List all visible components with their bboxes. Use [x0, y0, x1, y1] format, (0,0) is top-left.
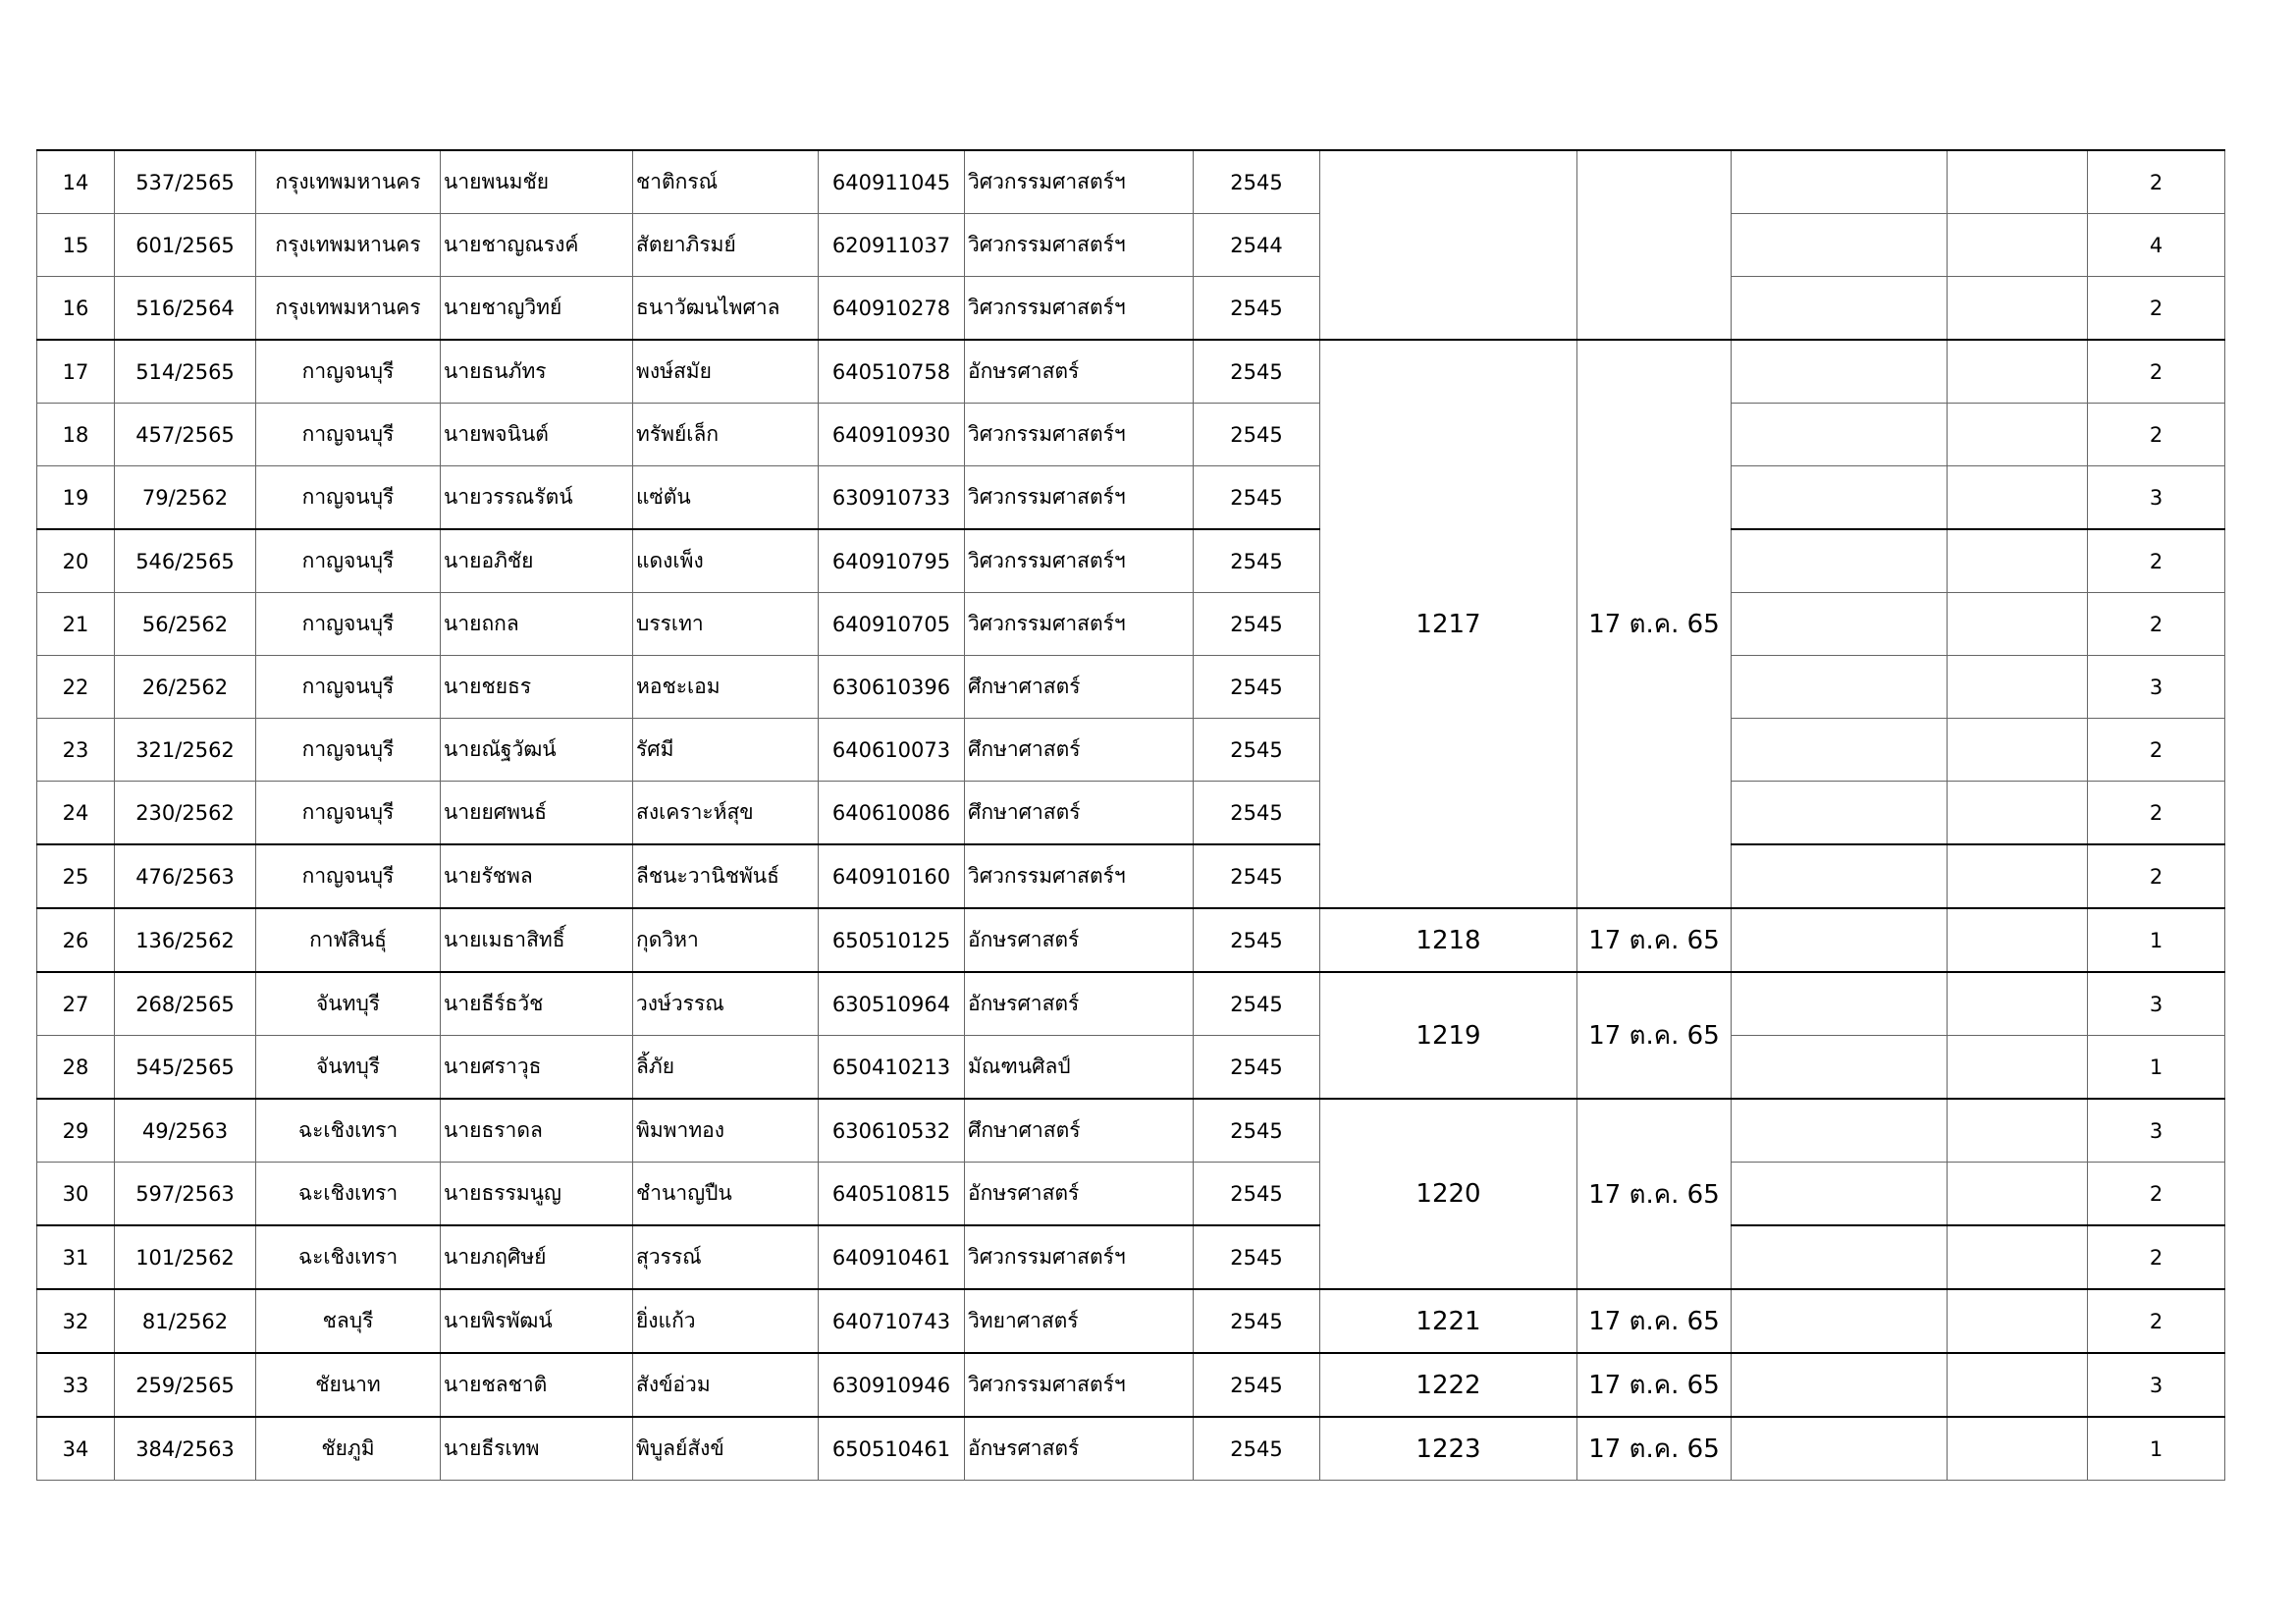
cell-no: 18 — [37, 404, 115, 466]
cell-first: นายพิรพัฒน์ — [441, 1289, 633, 1353]
cell-faculty: อักษรศาสตร์ — [965, 1163, 1194, 1226]
cell-faculty: ศึกษาศาสตร์ — [965, 656, 1194, 719]
cell-last: บรรเทา — [633, 593, 819, 656]
cell-year: 2545 — [1194, 1417, 1320, 1481]
cell-year: 2544 — [1194, 214, 1320, 277]
cell-count: 3 — [2088, 656, 2225, 719]
cell-count: 2 — [2088, 1289, 2225, 1353]
cell-no: 32 — [37, 1289, 115, 1353]
cell-no: 23 — [37, 719, 115, 782]
cell-last: ทรัพย์เล็ก — [633, 404, 819, 466]
cell-last: วงษ์วรรณ — [633, 972, 819, 1036]
cell-faculty: วิศวกรรมศาสตร์ฯ — [965, 1225, 1194, 1289]
table-row — [37, 277, 2225, 341]
cell-note2 — [1948, 719, 2088, 782]
cell-note2 — [1948, 1099, 2088, 1163]
cell-no: 29 — [37, 1099, 115, 1163]
cell-date: 17 ต.ค. 65 — [1577, 1099, 1732, 1289]
cell-note2 — [1948, 150, 2088, 214]
cell-note2 — [1948, 656, 2088, 719]
cell-last: หอชะเอม — [633, 656, 819, 719]
cell-note2 — [1948, 782, 2088, 845]
cell-year: 2545 — [1194, 1225, 1320, 1289]
cell-last: พิมพาทอง — [633, 1099, 819, 1163]
cell-sid: 640910461 — [819, 1225, 965, 1289]
cell-count: 3 — [2088, 1099, 2225, 1163]
cell-count: 1 — [2088, 1036, 2225, 1100]
cell-sid: 640910795 — [819, 529, 965, 593]
cell-last: ลิ้ภัย — [633, 1036, 819, 1100]
cell-no: 34 — [37, 1417, 115, 1481]
cell-sid: 640910930 — [819, 404, 965, 466]
cell-sid: 620911037 — [819, 214, 965, 277]
cell-year: 2545 — [1194, 277, 1320, 341]
cell-ref: 136/2562 — [115, 908, 256, 972]
table-row — [37, 908, 2225, 972]
cell-count: 2 — [2088, 782, 2225, 845]
cell-count: 3 — [2088, 1353, 2225, 1417]
cell-first: นายอภิชัย — [441, 529, 633, 593]
cell-province: ชัยภูมิ — [256, 1417, 441, 1481]
cell-faculty: วิศวกรรมศาสตร์ฯ — [965, 844, 1194, 908]
cell-last: สัตยาภิรมย์ — [633, 214, 819, 277]
cell-year: 2545 — [1194, 908, 1320, 972]
cell-note2 — [1948, 1225, 2088, 1289]
cell-year: 2545 — [1194, 782, 1320, 845]
cell-note2 — [1948, 1417, 2088, 1481]
cell-first: นายวรรณรัตน์ — [441, 466, 633, 530]
cell-province: กาญจนบุรี — [256, 529, 441, 593]
cell-province: กรุงเทพมหานคร — [256, 214, 441, 277]
cell-faculty: ศึกษาศาสตร์ — [965, 719, 1194, 782]
cell-no: 16 — [37, 277, 115, 341]
cell-province: ชัยนาท — [256, 1353, 441, 1417]
cell-year: 2545 — [1194, 593, 1320, 656]
cell-year: 2545 — [1194, 340, 1320, 404]
cell-faculty: อักษรศาสตร์ — [965, 908, 1194, 972]
cell-note1 — [1732, 529, 1948, 593]
records-table — [36, 149, 2225, 1481]
cell-count: 4 — [2088, 214, 2225, 277]
cell-ref: 81/2562 — [115, 1289, 256, 1353]
cell-year: 2545 — [1194, 150, 1320, 214]
cell-year: 2545 — [1194, 1353, 1320, 1417]
cell-no: 19 — [37, 466, 115, 530]
cell-province: กรุงเทพมหานคร — [256, 277, 441, 341]
cell-count: 2 — [2088, 593, 2225, 656]
cell-note2 — [1948, 844, 2088, 908]
cell-faculty: มัณฑนศิลป์ — [965, 1036, 1194, 1100]
cell-faculty: อักษรศาสตร์ — [965, 340, 1194, 404]
cell-book-empty — [1320, 150, 1577, 340]
cell-ref: 49/2563 — [115, 1099, 256, 1163]
table-row — [37, 972, 2225, 1036]
cell-last: ชำนาญปืน — [633, 1163, 819, 1226]
cell-first: นายเมธาสิทธิ์ — [441, 908, 633, 972]
cell-count: 2 — [2088, 529, 2225, 593]
cell-note2 — [1948, 972, 2088, 1036]
table-row — [37, 404, 2225, 466]
cell-first: นายธนภัทร — [441, 340, 633, 404]
cell-province: กาญจนบุรี — [256, 340, 441, 404]
table-row — [37, 1163, 2225, 1226]
cell-province: ฉะเชิงเทรา — [256, 1225, 441, 1289]
cell-count: 2 — [2088, 1163, 2225, 1226]
cell-note1 — [1732, 844, 1948, 908]
table-row — [37, 844, 2225, 908]
cell-count: 2 — [2088, 277, 2225, 341]
cell-count: 2 — [2088, 1225, 2225, 1289]
cell-province: กาญจนบุรี — [256, 593, 441, 656]
cell-note1 — [1732, 908, 1948, 972]
cell-ref: 321/2562 — [115, 719, 256, 782]
cell-last: รัศมี — [633, 719, 819, 782]
cell-sid: 640710743 — [819, 1289, 965, 1353]
cell-count: 1 — [2088, 1417, 2225, 1481]
cell-book: 1222 — [1320, 1353, 1577, 1417]
cell-no: 17 — [37, 340, 115, 404]
cell-faculty: วิศวกรรมศาสตร์ฯ — [965, 593, 1194, 656]
cell-date: 17 ต.ค. 65 — [1577, 972, 1732, 1099]
cell-last: กุดวิหา — [633, 908, 819, 972]
cell-note1 — [1732, 656, 1948, 719]
cell-year: 2545 — [1194, 972, 1320, 1036]
cell-last: แซ่ตัน — [633, 466, 819, 530]
cell-count: 1 — [2088, 908, 2225, 972]
cell-book: 1218 — [1320, 908, 1577, 972]
cell-no: 25 — [37, 844, 115, 908]
cell-year: 2545 — [1194, 404, 1320, 466]
cell-last: พงษ์สมัย — [633, 340, 819, 404]
cell-note1 — [1732, 782, 1948, 845]
cell-note1 — [1732, 972, 1948, 1036]
table-row — [37, 466, 2225, 530]
cell-year: 2545 — [1194, 656, 1320, 719]
cell-sid: 640910278 — [819, 277, 965, 341]
cell-province: ฉะเชิงเทรา — [256, 1163, 441, 1226]
cell-note1 — [1732, 340, 1948, 404]
cell-count: 2 — [2088, 719, 2225, 782]
cell-no: 24 — [37, 782, 115, 845]
cell-book: 1220 — [1320, 1099, 1577, 1289]
cell-province: จันทบุรี — [256, 972, 441, 1036]
cell-count: 2 — [2088, 150, 2225, 214]
cell-faculty: วิทยาศาสตร์ — [965, 1289, 1194, 1353]
cell-last: ธนาวัฒนไพศาล — [633, 277, 819, 341]
cell-book: 1217 — [1320, 340, 1577, 908]
cell-first: นายธีรเทพ — [441, 1417, 633, 1481]
cell-province: จันทบุรี — [256, 1036, 441, 1100]
cell-note1 — [1732, 1163, 1948, 1226]
cell-note1 — [1732, 1099, 1948, 1163]
cell-first: นายชลชาติ — [441, 1353, 633, 1417]
table-row — [37, 782, 2225, 845]
cell-note1 — [1732, 277, 1948, 341]
cell-first: นายชาญวิทย์ — [441, 277, 633, 341]
cell-province: กาญจนบุรี — [256, 719, 441, 782]
cell-note1 — [1732, 1417, 1948, 1481]
cell-sid: 640510758 — [819, 340, 965, 404]
cell-note2 — [1948, 1289, 2088, 1353]
cell-first: นายถกล — [441, 593, 633, 656]
cell-note1 — [1732, 1225, 1948, 1289]
cell-faculty: ศึกษาศาสตร์ — [965, 1099, 1194, 1163]
table-row — [37, 1289, 2225, 1353]
cell-last: สงเคราะห์สุข — [633, 782, 819, 845]
cell-province: ฉะเชิงเทรา — [256, 1099, 441, 1163]
table-row — [37, 1353, 2225, 1417]
cell-no: 20 — [37, 529, 115, 593]
table-row — [37, 340, 2225, 404]
cell-province: กาฬสินธุ์ — [256, 908, 441, 972]
cell-faculty: วิศวกรรมศาสตร์ฯ — [965, 466, 1194, 530]
cell-sid: 640910705 — [819, 593, 965, 656]
cell-no: 22 — [37, 656, 115, 719]
cell-ref: 230/2562 — [115, 782, 256, 845]
cell-note1 — [1732, 150, 1948, 214]
table-row — [37, 656, 2225, 719]
cell-note2 — [1948, 214, 2088, 277]
cell-ref: 268/2565 — [115, 972, 256, 1036]
cell-ref: 516/2564 — [115, 277, 256, 341]
cell-year: 2545 — [1194, 466, 1320, 530]
cell-ref: 79/2562 — [115, 466, 256, 530]
cell-note1 — [1732, 1353, 1948, 1417]
cell-faculty: วิศวกรรมศาสตร์ฯ — [965, 150, 1194, 214]
cell-sid: 630910946 — [819, 1353, 965, 1417]
cell-sid: 640610073 — [819, 719, 965, 782]
cell-year: 2545 — [1194, 1163, 1320, 1226]
cell-book: 1221 — [1320, 1289, 1577, 1353]
cell-no: 31 — [37, 1225, 115, 1289]
cell-note1 — [1732, 719, 1948, 782]
cell-sid: 640910160 — [819, 844, 965, 908]
table-row — [37, 1417, 2225, 1481]
cell-note2 — [1948, 466, 2088, 530]
cell-no: 15 — [37, 214, 115, 277]
table-row — [37, 1099, 2225, 1163]
cell-last: ยิ่งแก้ว — [633, 1289, 819, 1353]
cell-ref: 537/2565 — [115, 150, 256, 214]
cell-province: กาญจนบุรี — [256, 466, 441, 530]
cell-faculty: อักษรศาสตร์ — [965, 1417, 1194, 1481]
cell-book: 1223 — [1320, 1417, 1577, 1481]
cell-sid: 630610532 — [819, 1099, 965, 1163]
cell-note1 — [1732, 1289, 1948, 1353]
cell-year: 2545 — [1194, 529, 1320, 593]
cell-sid: 650410213 — [819, 1036, 965, 1100]
cell-no: 30 — [37, 1163, 115, 1226]
cell-note1 — [1732, 1036, 1948, 1100]
cell-first: นายรัชพล — [441, 844, 633, 908]
cell-year: 2545 — [1194, 1099, 1320, 1163]
cell-date: 17 ต.ค. 65 — [1577, 1289, 1732, 1353]
cell-count: 2 — [2088, 340, 2225, 404]
cell-first: นายยศพนธ์ — [441, 782, 633, 845]
cell-ref: 26/2562 — [115, 656, 256, 719]
cell-first: นายชยธร — [441, 656, 633, 719]
cell-first: นายธราดล — [441, 1099, 633, 1163]
cell-book: 1219 — [1320, 972, 1577, 1099]
cell-ref: 601/2565 — [115, 214, 256, 277]
table-row — [37, 529, 2225, 593]
cell-year: 2545 — [1194, 1289, 1320, 1353]
cell-ref: 101/2562 — [115, 1225, 256, 1289]
cell-note2 — [1948, 1353, 2088, 1417]
cell-province: กรุงเทพมหานคร — [256, 150, 441, 214]
cell-ref: 546/2565 — [115, 529, 256, 593]
table-row — [37, 150, 2225, 214]
cell-faculty: วิศวกรรมศาสตร์ฯ — [965, 1353, 1194, 1417]
cell-ref: 56/2562 — [115, 593, 256, 656]
cell-province: กาญจนบุรี — [256, 782, 441, 845]
cell-note2 — [1948, 1163, 2088, 1226]
table-row — [37, 593, 2225, 656]
cell-last: สุวรรณ์ — [633, 1225, 819, 1289]
cell-note2 — [1948, 529, 2088, 593]
cell-last: แดงเพ็ง — [633, 529, 819, 593]
cell-no: 21 — [37, 593, 115, 656]
cell-no: 14 — [37, 150, 115, 214]
table-row — [37, 1225, 2225, 1289]
cell-note2 — [1948, 908, 2088, 972]
cell-province: กาญจนบุรี — [256, 404, 441, 466]
cell-note1 — [1732, 466, 1948, 530]
cell-no: 28 — [37, 1036, 115, 1100]
cell-faculty: ศึกษาศาสตร์ — [965, 782, 1194, 845]
cell-year: 2545 — [1194, 844, 1320, 908]
cell-sid: 630510964 — [819, 972, 965, 1036]
cell-sid: 640610086 — [819, 782, 965, 845]
cell-note1 — [1732, 404, 1948, 466]
cell-no: 27 — [37, 972, 115, 1036]
cell-note2 — [1948, 404, 2088, 466]
cell-date: 17 ต.ค. 65 — [1577, 1417, 1732, 1481]
cell-note2 — [1948, 277, 2088, 341]
cell-ref: 514/2565 — [115, 340, 256, 404]
cell-year: 2545 — [1194, 719, 1320, 782]
cell-sid: 650510125 — [819, 908, 965, 972]
cell-ref: 597/2563 — [115, 1163, 256, 1226]
cell-province: กาญจนบุรี — [256, 844, 441, 908]
cell-first: นายศราวุธ — [441, 1036, 633, 1100]
cell-ref: 545/2565 — [115, 1036, 256, 1100]
cell-no: 33 — [37, 1353, 115, 1417]
cell-faculty: วิศวกรรมศาสตร์ฯ — [965, 529, 1194, 593]
cell-first: นายชาญณรงค์ — [441, 214, 633, 277]
table-row — [37, 719, 2225, 782]
cell-first: นายธีร์ธวัช — [441, 972, 633, 1036]
cell-last: ชาติกรณ์ — [633, 150, 819, 214]
cell-sid: 630610396 — [819, 656, 965, 719]
cell-date: 17 ต.ค. 65 — [1577, 340, 1732, 908]
cell-note2 — [1948, 593, 2088, 656]
cell-date-empty — [1577, 150, 1732, 340]
cell-date: 17 ต.ค. 65 — [1577, 1353, 1732, 1417]
cell-note1 — [1732, 593, 1948, 656]
cell-faculty: วิศวกรรมศาสตร์ฯ — [965, 277, 1194, 341]
cell-province: กาญจนบุรี — [256, 656, 441, 719]
cell-first: นายพจนินต์ — [441, 404, 633, 466]
cell-note2 — [1948, 340, 2088, 404]
cell-ref: 259/2565 — [115, 1353, 256, 1417]
cell-faculty: วิศวกรรมศาสตร์ฯ — [965, 404, 1194, 466]
table-row — [37, 214, 2225, 277]
cell-no: 26 — [37, 908, 115, 972]
cell-first: นายณัฐวัฒน์ — [441, 719, 633, 782]
cell-first: นายพนมชัย — [441, 150, 633, 214]
cell-count: 3 — [2088, 972, 2225, 1036]
cell-first: นายภฤศิษย์ — [441, 1225, 633, 1289]
cell-note2 — [1948, 1036, 2088, 1100]
cell-date: 17 ต.ค. 65 — [1577, 908, 1732, 972]
cell-last: สังข์อ่วม — [633, 1353, 819, 1417]
cell-ref: 457/2565 — [115, 404, 256, 466]
cell-year: 2545 — [1194, 1036, 1320, 1100]
cell-count: 3 — [2088, 466, 2225, 530]
cell-ref: 384/2563 — [115, 1417, 256, 1481]
cell-last: ลีชนะวานิชพันธ์ — [633, 844, 819, 908]
cell-sid: 630910733 — [819, 466, 965, 530]
table-row — [37, 1036, 2225, 1100]
cell-last: พิบูลย์สังข์ — [633, 1417, 819, 1481]
cell-province: ชลบุรี — [256, 1289, 441, 1353]
cell-faculty: อักษรศาสตร์ — [965, 972, 1194, 1036]
cell-first: นายธรรมนูญ — [441, 1163, 633, 1226]
cell-note1 — [1732, 214, 1948, 277]
cell-count: 2 — [2088, 844, 2225, 908]
cell-sid: 640911045 — [819, 150, 965, 214]
cell-sid: 650510461 — [819, 1417, 965, 1481]
cell-sid: 640510815 — [819, 1163, 965, 1226]
cell-faculty: วิศวกรรมศาสตร์ฯ — [965, 214, 1194, 277]
cell-ref: 476/2563 — [115, 844, 256, 908]
cell-count: 2 — [2088, 404, 2225, 466]
